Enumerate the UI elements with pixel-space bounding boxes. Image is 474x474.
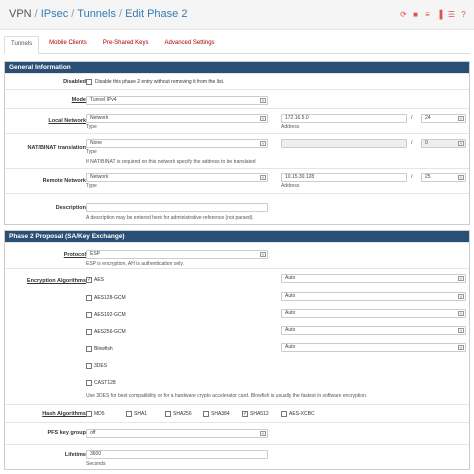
aes128-gcm-checkbox[interactable] [86,295,92,301]
phase2-proposal-heading: Phase 2 Proposal (SA/Key Exchange) [5,231,469,242]
blowfish-keylen-select[interactable] [281,343,466,352]
aes-keylen-value: Auto [285,275,296,281]
mode-value: Tunnel IPv4 [90,97,117,103]
chevron-down-icon: ˅ [261,175,265,180]
remote-network-address-help: Address [281,183,300,189]
chevron-down-icon: ˅ [459,141,463,146]
nat-binat-row [5,133,469,168]
chart-icon[interactable]: ▐ [436,10,443,19]
pfs-select[interactable] [86,429,268,438]
pfs-label: PFS key group [47,430,86,436]
aes192-gcm-checkbox[interactable] [86,312,92,318]
local-network-row [5,108,469,133]
sha384-label: SHA384 [211,411,230,417]
chevron-down-icon: ˅ [261,116,265,121]
chevron-down-icon: ˅ [261,141,265,146]
aes128-gcm-keylen-value: Auto [285,293,296,299]
tab-bar [4,36,470,54]
disabled-row [5,73,469,89]
protocol-label: Protocol [63,252,86,258]
nat-type-value: None [90,140,102,146]
encryption-algorithms-row [5,268,469,404]
local-network-label: Local Network [48,118,86,124]
lifetime-value: 3600 [90,451,102,457]
md5-checkbox[interactable] [86,411,92,417]
remote-network-type-value: Network [90,174,109,180]
remote-network-mask-value: 25 [425,174,431,180]
chevron-down-icon: ˅ [459,294,463,299]
mode-row [5,89,469,108]
local-network-type-select[interactable] [86,114,268,123]
lifetime-help: Seconds [86,461,106,467]
remote-network-type-help: Type [86,183,97,189]
tab-tunnels[interactable]: Tunnels [4,36,39,54]
chevron-down-icon: ˅ [261,252,265,257]
protocol-value: ESP [90,251,101,257]
tab-pre-shared-keys[interactable]: Pre-Shared Keys [102,40,149,46]
breadcrumb-current: Edit Phase 2 [125,8,188,20]
mode-select[interactable] [86,96,268,105]
chevron-down-icon: ˅ [459,175,463,180]
local-network-address-input[interactable] [281,114,407,123]
chevron-down-icon: ˅ [459,311,463,316]
remote-network-address-input[interactable] [281,173,407,182]
reload-icon[interactable]: ⟳ [400,10,407,19]
lifetime-label: Lifetime [64,452,86,458]
sha512-label: SHA512 [250,411,269,417]
blowfish-keylen-value: Auto [285,344,296,350]
aes256-gcm-label: AES256-GCM [94,329,126,335]
local-network-type-value: Network [90,115,109,121]
hash-algorithms-label: Hash Algorithms [42,411,86,417]
nat-mask-select[interactable] [421,139,466,148]
chevron-down-icon: ˅ [459,116,463,121]
pfs-row [5,422,469,444]
tab-mobile-clients[interactable]: Mobile Clients [49,40,87,46]
remote-network-type-select[interactable] [86,173,268,182]
help-icon[interactable]: ? [461,10,466,19]
local-network-mask-select[interactable] [421,114,466,123]
local-network-address-value: 172.16.5.0 [285,115,309,121]
aes-label: AES [94,277,105,283]
sha384-checkbox[interactable] [203,411,209,417]
breadcrumb-separator: / [34,8,38,20]
chevron-down-icon: ˅ [459,276,463,281]
disabled-label: Disabled [63,79,86,85]
protocol-help: ESP is encryption, AH is authentication only. [86,261,184,267]
aes128-gcm-keylen-select[interactable] [281,292,466,301]
nat-help: If NAT/BINAT is required on this network specify the address to be translated [86,159,256,165]
aes192-gcm-keylen-value: Auto [285,310,296,316]
sha512-checkbox[interactable]: ✓ [243,411,248,417]
description-label: Description [55,205,86,211]
local-network-type-help: Type [86,124,97,130]
blowfish-label: Blowfish [94,346,113,352]
cast128-checkbox[interactable] [86,380,92,386]
disabled-text: Disable this phase 2 entry without removing it from the list. [95,79,225,85]
chevron-down-icon: ˅ [261,431,265,436]
mode-label: Mode [71,97,86,103]
aes256-gcm-keylen-value: Auto [285,327,296,333]
tab-advanced-settings[interactable]: Advanced Settings [164,40,215,46]
3des-label: 3DES [94,363,108,369]
cast128-label: CAST128 [94,380,116,386]
nat-type-help: Type [86,149,97,155]
local-network-address-help: Address [281,124,300,130]
aes192-gcm-label: AES192-GCM [94,312,126,318]
cidr-slash: / [411,174,413,180]
filter-icon[interactable]: ≡ [425,10,430,19]
aes128-gcm-label: AES128-GCM [94,295,126,301]
breadcrumb-separator: / [71,8,75,20]
hash-algorithms-row [5,404,469,422]
nat-address-input[interactable] [281,139,407,148]
description-help: A description may be entered here for administrative reference (not parsed). [86,215,254,221]
list-icon[interactable]: ☰ [447,10,456,19]
breadcrumb-vpn: VPN [9,8,32,20]
sha256-label: SHA256 [173,411,192,417]
nat-type-select[interactable] [86,139,268,148]
aes192-gcm-keylen-select[interactable] [281,309,466,318]
sha1-checkbox[interactable] [126,411,132,417]
breadcrumb-tunnels-link[interactable]: Tunnels [77,8,116,20]
sha1-label: SHA1 [134,411,148,417]
aes-xcbc-label: AES-XCBC [289,411,315,417]
md5-label: MD5 [94,411,105,417]
general-information-heading: General Information [5,62,469,73]
lifetime-row [5,444,469,470]
chevron-down-icon: ˅ [459,328,463,333]
encryption-algorithms-label: Encryption Algorithms [26,278,86,284]
protocol-row [5,242,469,268]
phase2-proposal-panel [4,230,470,470]
breadcrumb-separator: / [119,8,123,20]
blowfish-checkbox[interactable] [86,346,92,352]
disabled-checkbox[interactable] [86,79,92,85]
remote-network-label: Remote Network [42,178,86,184]
lifetime-input[interactable] [86,450,268,459]
sha256-checkbox[interactable] [165,411,171,417]
aes-checkbox[interactable]: ✓ [87,277,92,283]
encryption-help: Use 3DES for best compatibility or for a hardware crypto accelerator card. Blowfish is usually the fastest in software encryption. [86,393,368,399]
general-information-panel [4,61,470,225]
cidr-slash: / [411,115,413,121]
3des-checkbox[interactable] [86,363,92,369]
chevron-down-icon: ˅ [459,345,463,350]
breadcrumb [9,8,187,20]
protocol-select[interactable] [86,250,268,259]
cidr-slash: / [411,140,413,146]
breadcrumb-ipsec-link[interactable]: IPsec [40,8,69,20]
remote-network-row [5,168,469,193]
description-input[interactable] [86,203,268,212]
local-network-mask-value: 24 [425,115,431,121]
remote-network-address-value: 10.15.30.128 [285,174,315,180]
stop-icon[interactable]: ■ [413,10,418,19]
nat-binat-label: NAT/BINAT translation [27,145,86,151]
remote-network-mask-select[interactable] [421,173,466,182]
pfs-value: off [90,430,96,436]
page-header [0,0,474,30]
aes-keylen-select[interactable] [281,274,466,283]
aes256-gcm-keylen-select[interactable] [281,326,466,335]
nat-mask-value: 0 [425,140,428,146]
description-row [5,193,469,225]
aes-xcbc-checkbox[interactable] [281,411,287,417]
aes256-gcm-checkbox[interactable] [86,329,92,335]
chevron-down-icon: ˅ [261,98,265,103]
